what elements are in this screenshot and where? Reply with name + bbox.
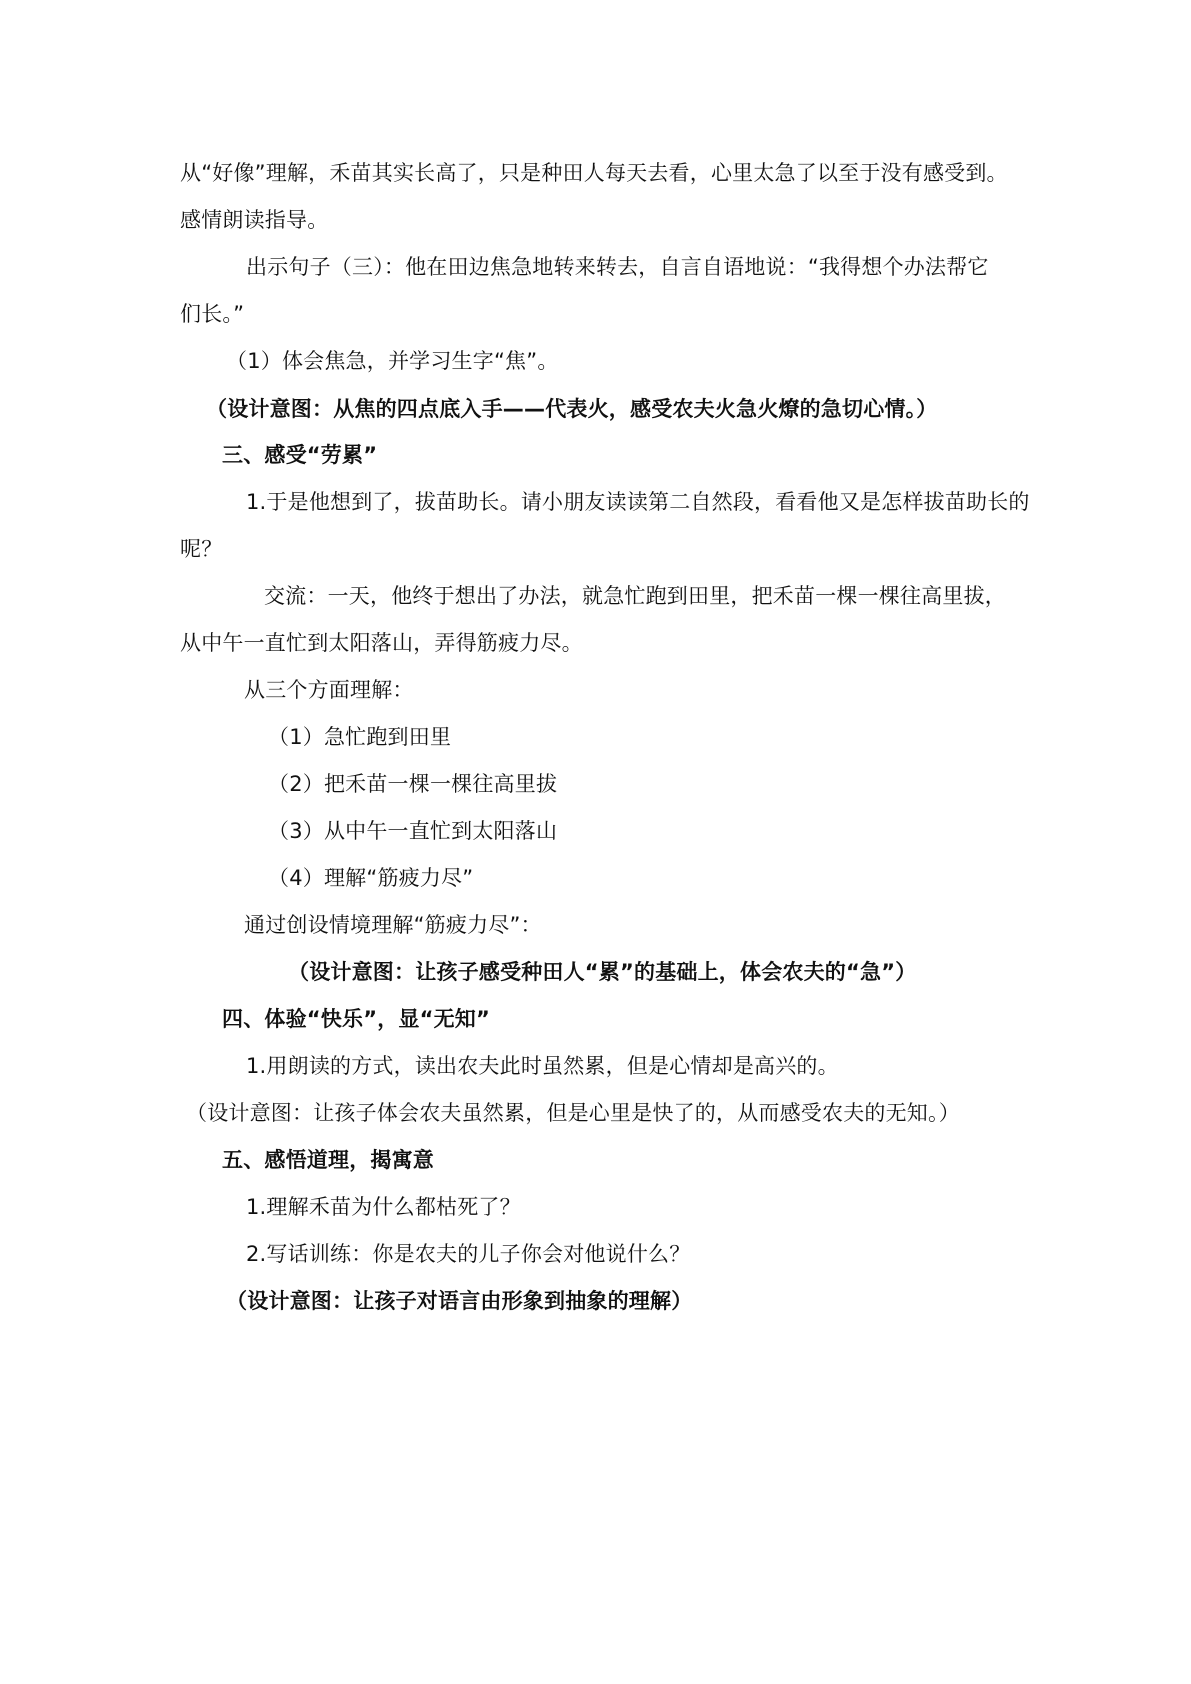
paragraph-line: 从“好像”理解，禾苗其实长高了，只是种田人每天去看，心里太急了以至于没有感受到。 (180, 161, 1008, 185)
paragraph-line: 1.于是他想到了，拔苗助长。请小朋友读读第二自然段，看看他又是怎样拔苗助长的 (246, 490, 1030, 514)
list-item: （2）把禾苗一棵一棵往高里拔 (268, 772, 558, 796)
section-heading: 五、感悟道理，揭寓意 (222, 1148, 434, 1172)
paragraph-line: 呢？ (180, 537, 223, 561)
list-item: （1）急忙跑到田里 (268, 725, 452, 749)
design-intent-note: （设计意图：让孩子感受种田人“累”的基础上，体会农夫的“急”） (288, 960, 917, 984)
list-item: 2.写话训练：你是农夫的儿子你会对他说什么？ (246, 1242, 691, 1266)
list-item: （3）从中午一直忙到太阳落山 (268, 819, 558, 843)
paragraph-line: 从三个方面理解： (244, 678, 414, 702)
paragraph-line: 通过创设情境理解“筋疲力尽”： (244, 913, 542, 937)
paragraph-line: 交流：一天，他终于想出了办法，就急忙跑到田里，把禾苗一棵一棵往高里拔， (264, 584, 1006, 608)
section-heading: 三、感受“劳累” (222, 443, 378, 467)
list-item: 1.理解禾苗为什么都枯死了？ (246, 1195, 521, 1219)
paragraph-line: 出示句子（三）：他在田边焦急地转来转去，自言自语地说：“我得想个办法帮它 (246, 255, 989, 279)
design-intent-note: （设计意图：从焦的四点底入手——代表火，感受农夫火急火燎的急切心情。） (206, 397, 938, 421)
list-item: （4）理解“筋疲力尽” (268, 866, 474, 890)
paragraph-line: 1.用朗读的方式，读出农夫此时虽然累，但是心情却是高兴的。 (246, 1054, 839, 1078)
paragraph-line: 们长。” (180, 302, 245, 326)
design-intent-note: （设计意图：让孩子对语言由形象到抽象的理解） (226, 1289, 693, 1313)
design-intent-note: （设计意图：让孩子体会农夫虽然累，但是心里是快了的，从而感受农夫的无知。） (186, 1101, 960, 1125)
paragraph-line: 从中午一直忙到太阳落山，弄得筋疲力尽。 (180, 631, 583, 655)
paragraph-line: 感情朗读指导。 (180, 208, 329, 232)
section-heading: 四、体验“快乐”，显“无知” (222, 1007, 491, 1031)
list-item: （1）体会焦急，并学习生字“焦”。 (226, 349, 559, 373)
